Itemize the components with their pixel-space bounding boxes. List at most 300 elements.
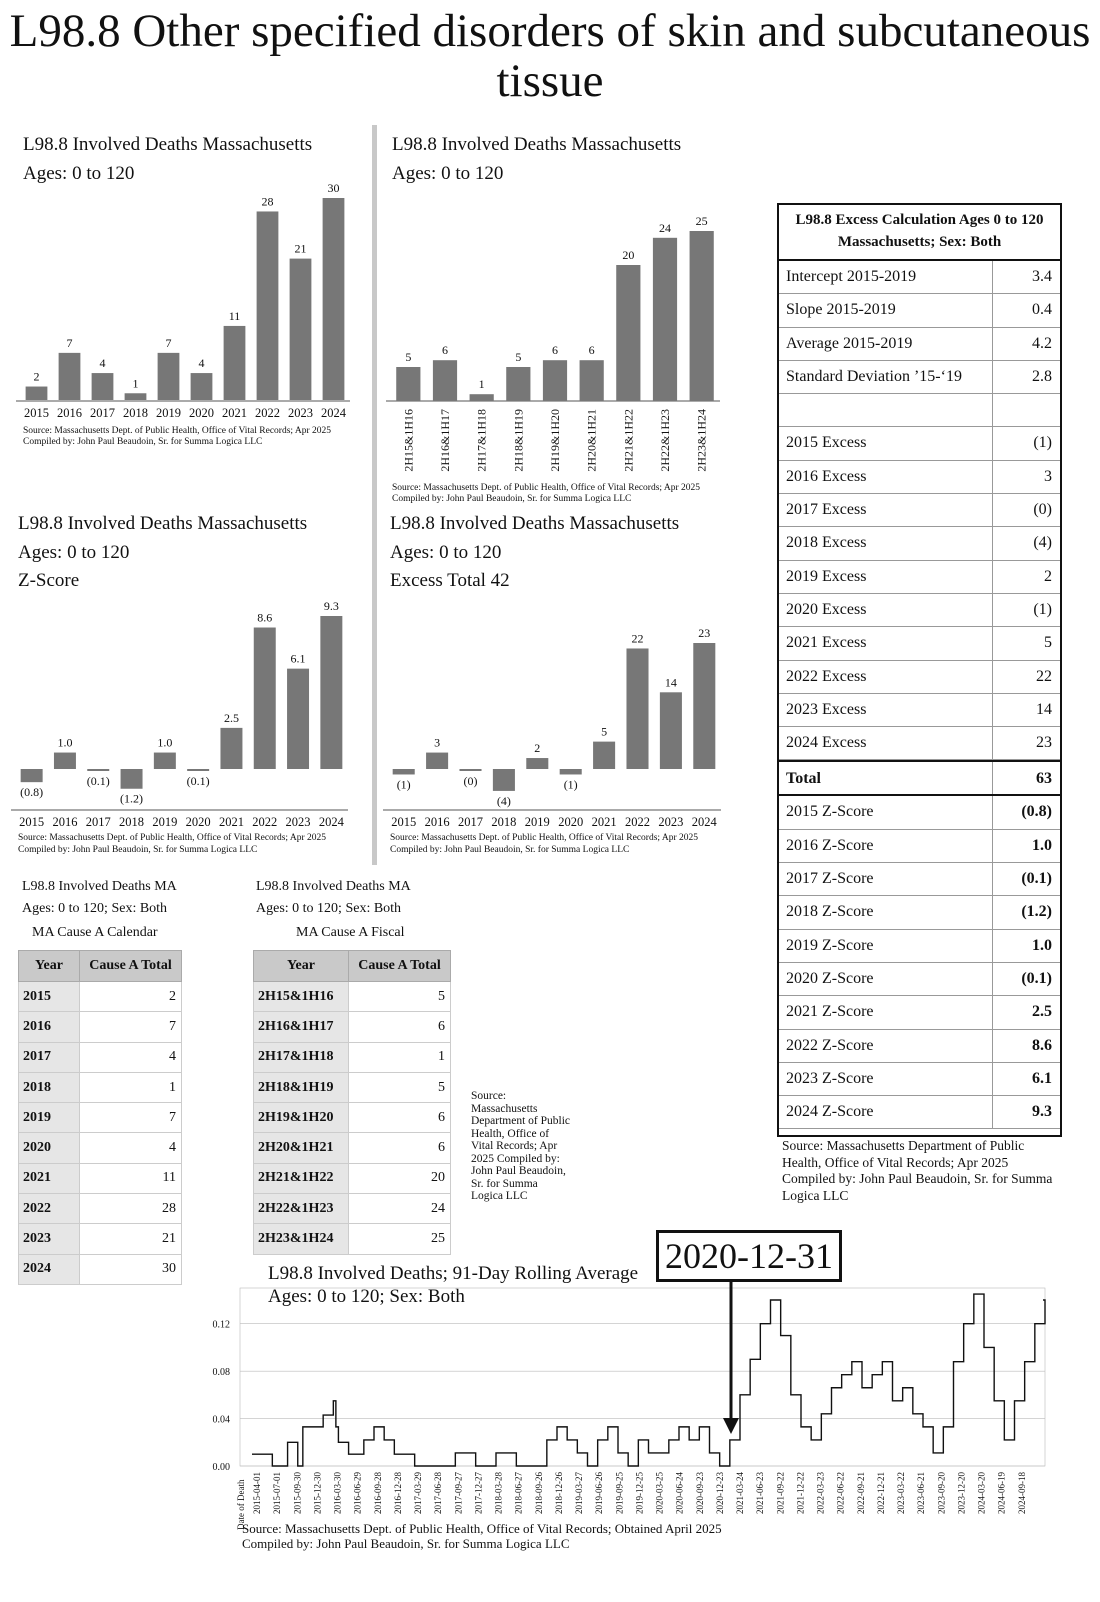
row-total: 4 (80, 1133, 182, 1163)
excess-source-text: Source: Massachusetts Department of Public Health, Office of Vital Records; Apr 2025 (782, 1138, 1025, 1170)
excess-value: 3.4 (1032, 268, 1052, 285)
chart1-bar (470, 394, 494, 401)
chart0-bar (125, 393, 147, 400)
excess-value: 0.4 (1032, 301, 1052, 319)
chart2-tick-label: 2019 (152, 815, 178, 829)
excess-row (779, 594, 1060, 627)
line-chart-xtick-label: 2020-03-25 (654, 1472, 665, 1514)
table-row (254, 1194, 451, 1224)
line-chart-xtick-label: 2020-06-24 (674, 1472, 685, 1514)
chart2-tick-label: 2024 (318, 815, 344, 829)
excess-row (779, 694, 1060, 727)
excess-value (993, 394, 1060, 426)
table-row (19, 1103, 182, 1133)
chart3-subtitle: Ages: 0 to 120 (18, 542, 130, 563)
chart2-bar (21, 769, 43, 782)
chart3-tick-label: 2023 (658, 815, 684, 829)
chart4-subtitle: Ages: 0 to 120 (390, 542, 502, 563)
excess-row (779, 527, 1060, 560)
line-chart-xtick-label: 2021-09-22 (775, 1472, 786, 1514)
chart1-data-label: 5 (405, 350, 412, 364)
chart3-bar (393, 769, 415, 774)
chart1-data-label: 6 (588, 343, 595, 358)
chart3-source: Source: Massachusetts Dept. of Public Health, Office of Vital Records; Apr 2025 (18, 833, 327, 843)
chart1-tick-label: 2H22&1H23 (658, 409, 672, 472)
excess-label: 2016 Excess (779, 461, 993, 493)
line-chart-xtick-label: 2019-06-26 (594, 1472, 605, 1514)
row-total: 25 (349, 1224, 451, 1254)
excess-value: (1) (1033, 600, 1052, 618)
table-row (19, 1254, 182, 1284)
zscore-label: 2019 Z-Score (779, 930, 993, 962)
excess-value: 3 (1044, 467, 1052, 485)
zscore-value: (1.2) (1021, 903, 1052, 921)
chart2-data-label: 1.0 (57, 735, 73, 750)
row-year: 2019 (19, 1103, 80, 1133)
zscore-row (779, 930, 1060, 963)
chart0-tick-label: 2022 (255, 406, 280, 420)
chart2-data-label: 8.6 (257, 610, 273, 625)
excess-label: Average 2015-2019 (779, 328, 993, 360)
excess-value: 4.2 (1032, 334, 1052, 352)
chart1-tick-label: 2H18&1H19 (511, 409, 526, 472)
fiscal-table (253, 950, 451, 1255)
excess-label: Intercept 2015-2019 (779, 261, 993, 293)
chart0-tick-label: 2020 (189, 406, 214, 420)
row-year: 2H16&1H17 (254, 1012, 349, 1042)
chart1-bar (653, 238, 677, 401)
row-year: 2H23&1H24 (254, 1224, 349, 1254)
chart0-data-label: 4 (99, 356, 106, 371)
chart0-bar (26, 387, 48, 400)
excess-calculation-table (777, 203, 1062, 1137)
row-total: 4 (80, 1042, 182, 1072)
chart3-data-label: 23 (698, 626, 711, 640)
zscore-value: 6.1 (1032, 1069, 1052, 1087)
excess-value: (4) (1033, 534, 1052, 552)
chart3-data-label: (4) (496, 793, 511, 808)
chart0-bar (257, 211, 279, 400)
fiscal-line2: Ages: 0 to 120; Sex: Both (256, 901, 402, 916)
row-year: 2H17&1H18 (254, 1042, 349, 1072)
zscore-row (779, 963, 1060, 996)
zscore-row (779, 796, 1060, 829)
line-chart-xtick-label: 2015-07-01 (272, 1472, 283, 1514)
zscore-row (779, 1030, 1060, 1063)
zscore-row (779, 996, 1060, 1029)
total-value: 63 (1036, 770, 1052, 788)
chart4-title: L98.8 Involved Deaths Massachusetts (390, 513, 680, 534)
excess-row (779, 394, 1060, 427)
line-chart-xtick-label: 2023-06-21 (916, 1472, 927, 1514)
row-total: 11 (80, 1163, 182, 1193)
chart2-data-label: (0.1) (86, 774, 110, 788)
line-chart-xtick-label: 2024-06-19 (996, 1472, 1007, 1514)
line-chart-xtick-label: 2017-12-27 (473, 1472, 484, 1514)
row-total: 1 (349, 1042, 451, 1072)
chart3-bar (426, 753, 448, 769)
chart0-bar (224, 326, 246, 400)
line-chart-xtick-label: 2019-03-27 (574, 1472, 585, 1514)
line-chart-ytick-label: 0.08 (212, 1367, 230, 1379)
line-chart-xtick-label: 2023-09-20 (936, 1472, 947, 1514)
chart1-data-label: 6 (442, 343, 448, 358)
zscore-value: 8.6 (1032, 1036, 1052, 1054)
excess-row (779, 361, 1060, 394)
row-total: 1 (80, 1072, 182, 1102)
line-chart-xtick-label: 2018-09-26 (533, 1472, 544, 1514)
line-chart-xtick-label: 2020-09-23 (694, 1472, 705, 1514)
row-total: 7 (80, 1103, 182, 1133)
chart2-subtitle: Ages: 0 to 120 (392, 163, 504, 184)
chart2-data-label: (1.2) (120, 791, 144, 806)
excess-title-line1: L98.8 Excess Calculation Ages 0 to 120 (795, 212, 1044, 228)
row-total: 24 (349, 1194, 451, 1224)
excess-value: (1) (1033, 434, 1052, 452)
table-row (19, 1072, 182, 1102)
row-year: 2H20&1H21 (254, 1133, 349, 1163)
chart2-data-label: 6.1 (290, 651, 306, 666)
line-chart-ytick-label: 0.12 (212, 1319, 230, 1331)
zscore-row (779, 896, 1060, 929)
chart1-bar (506, 367, 530, 401)
chart3-bar (593, 742, 615, 769)
row-total: 30 (80, 1254, 182, 1284)
zscore-value: 9.3 (1032, 1103, 1052, 1121)
line-chart-xtick-label: 2024-09-18 (1016, 1472, 1027, 1514)
line-chart-xtick-label: 2022-03-23 (815, 1472, 826, 1514)
chart3-data-label: (0) (463, 774, 478, 788)
zscore-value: (0.1) (1021, 969, 1052, 987)
row-year: 2H15&1H16 (254, 982, 349, 1012)
line-chart-xtick-label: 2015-12-30 (312, 1472, 323, 1514)
chart2-tick-label: 2015 (19, 815, 45, 829)
excess-label: 2018 Excess (779, 527, 993, 559)
excess-value: 22 (1036, 667, 1052, 685)
zscore-label: 2018 Z-Score (779, 896, 993, 928)
chart1-data-label: 25 (695, 214, 708, 228)
chart3-bar (459, 769, 481, 771)
table-row (19, 1224, 182, 1254)
page-title: L98.8 Other specified disorders of skin and subcutaneous tissue (9, 5, 1091, 107)
excess-label: 2015 Excess (779, 427, 993, 459)
chart3-data-label: 14 (664, 675, 677, 690)
chart1-compiled: Compiled by: John Paul Beaudoin, Sr. for Summa Logica LLC (23, 437, 263, 447)
row-total: 7 (80, 1012, 182, 1042)
fiscal-line1: L98.8 Involved Deaths MA (256, 879, 411, 894)
line-chart-source: Source: Massachusetts Dept. of Public Health, Office of Vital Records; Obtained April 2025 (242, 1521, 722, 1536)
zscore-label: 2020 Z-Score (779, 963, 993, 995)
excess-row (779, 494, 1060, 527)
row-year: 2020 (19, 1133, 80, 1163)
chart0-tick-label: 2023 (288, 406, 313, 420)
zscore-value: 2.5 (1032, 1003, 1052, 1021)
calendar-line2: Ages: 0 to 120; Sex: Both (22, 901, 168, 916)
chart0-tick-label: 2019 (156, 406, 181, 420)
chart3-tick-label: 2021 (591, 815, 617, 829)
excess-value: 2 (1044, 567, 1052, 585)
chart1-tick-label: 2H19&1H20 (548, 409, 562, 472)
chart1-data-label: 6 (552, 343, 558, 358)
chart1-tick-label: 2H15&1H16 (401, 409, 416, 472)
line-chart-xtick-label: 2018-03-28 (493, 1472, 504, 1514)
chart2-data-label: (0.1) (186, 774, 210, 788)
zscore-label: 2023 Z-Score (779, 1063, 993, 1095)
line-chart-ytick-label: 0.00 (212, 1462, 230, 1473)
chart3-tick-label: 2022 (625, 815, 650, 829)
row-year: 2024 (19, 1254, 80, 1284)
total-label: Total (779, 762, 993, 794)
row-total: 20 (349, 1163, 451, 1193)
line-chart-xtick-label: 2019-09-25 (614, 1472, 625, 1514)
chart3-data-label: 2 (534, 741, 541, 756)
chart0-data-label: 11 (228, 308, 241, 323)
zscore-value: (0.8) (1021, 803, 1052, 821)
chart0-bar (323, 198, 345, 400)
calendar-table (18, 950, 182, 1285)
table-row (254, 1133, 451, 1163)
excess-row (779, 727, 1060, 760)
zscore-row (779, 1063, 1060, 1096)
chart1-data-label: 20 (622, 248, 635, 262)
table-row (254, 1163, 451, 1193)
calendar-header-total: Cause A Total (80, 951, 182, 982)
chart2-tick-label: 2017 (85, 815, 111, 829)
chart0-tick-label: 2018 (123, 406, 148, 420)
chart2-data-label: 9.3 (323, 599, 339, 613)
excess-value: 23 (1036, 734, 1052, 752)
table-row (19, 1012, 182, 1042)
excess-row (779, 261, 1060, 294)
chart2-data-label: 2.5 (223, 710, 239, 725)
chart0-data-label: 30 (327, 181, 340, 195)
excess-total-row (779, 760, 1060, 796)
line-chart-xlabel: Date of Death (236, 1479, 246, 1530)
chart0-bar (191, 373, 213, 400)
chart1-tick-label: 2H23&1H24 (694, 409, 709, 472)
row-total: 2 (80, 982, 182, 1012)
calendar-caption: MA Cause A Calendar (32, 925, 158, 940)
chart1-tick-label: 2H16&1H17 (438, 409, 452, 472)
table-row (254, 1012, 451, 1042)
chart3-tick-label: 2015 (391, 815, 417, 829)
excess-label: Slope 2015-2019 (779, 294, 993, 326)
row-year: 2016 (19, 1012, 80, 1042)
excess-label: 2023 Excess (779, 694, 993, 726)
excess-label: 2024 Excess (779, 727, 993, 759)
table-row (254, 1224, 451, 1254)
chart3-tick-label: 2016 (424, 815, 450, 829)
chart1-tick-label: 2H21&1H22 (621, 409, 636, 472)
excess-row (779, 328, 1060, 361)
excess-label: Standard Deviation ’15-‘19 (779, 361, 993, 393)
calendar-line1: L98.8 Involved Deaths MA (22, 879, 177, 894)
table-row (19, 982, 182, 1012)
line-chart-xtick-label: 2022-06-22 (835, 1472, 846, 1514)
chart0-tick-label: 2021 (222, 406, 247, 420)
chart1-bar (433, 360, 457, 401)
row-year: 2H19&1H20 (254, 1103, 349, 1133)
chart4-compiled: Compiled by: John Paul Beaudoin, Sr. for Summa Logica LLC (390, 845, 630, 855)
chart1-subtitle: Ages: 0 to 120 (23, 163, 135, 184)
chart0-tick-label: 2016 (57, 406, 82, 420)
row-total: 6 (349, 1103, 451, 1133)
calendar-header-year: Year (19, 951, 80, 982)
excess-value: 2.8 (1032, 367, 1052, 385)
chart2-source: Source: Massachusetts Dept. of Public Health, Office of Vital Records; Apr 2025 (392, 483, 701, 493)
chart1-tick-label: 2H20&1H21 (584, 409, 599, 472)
row-year: 2017 (19, 1042, 80, 1072)
zscore-label: 2017 Z-Score (779, 863, 993, 895)
chart1-bar (580, 360, 604, 401)
line-chart-ytick-label: 0.04 (212, 1414, 230, 1426)
chart3-tick-label: 2018 (491, 815, 517, 829)
chart4-source: Source: Massachusetts Dept. of Public Health, Office of Vital Records; Apr 2025 (390, 833, 699, 843)
chart2-bar (287, 669, 309, 769)
line-chart-xtick-label: 2016-06-29 (352, 1472, 363, 1514)
row-total: 5 (349, 982, 451, 1012)
chart1-data-label: 1 (478, 377, 485, 392)
chart2-tick-label: 2023 (285, 815, 311, 829)
chart2-bar (54, 753, 76, 769)
chart2-data-label: (0.8) (20, 785, 44, 800)
chart1-title: L98.8 Involved Deaths Massachusetts (23, 134, 313, 155)
table-row (254, 1042, 451, 1072)
chart3-data-label: 5 (601, 724, 608, 739)
line-chart-series (252, 1294, 1045, 1466)
excess-row (779, 661, 1060, 694)
excess-table-header (779, 205, 1060, 261)
chart2-bar (87, 769, 109, 771)
chart3-bar (660, 692, 682, 769)
excess-row (779, 627, 1060, 660)
table-row (19, 1133, 182, 1163)
zscore-value: (0.1) (1021, 870, 1052, 888)
row-total: 5 (349, 1072, 451, 1102)
row-year: 2021 (19, 1163, 80, 1193)
chart1-bar (543, 360, 567, 401)
line-chart-xtick-label: 2016-03-30 (332, 1472, 343, 1514)
line-chart-xtick-label: 2023-03-22 (896, 1472, 907, 1514)
row-year: 2H22&1H23 (254, 1194, 349, 1224)
zscore-label: 2021 Z-Score (779, 996, 993, 1028)
line-chart-xtick-label: 2024-03-20 (976, 1472, 987, 1514)
chart4-subtitle2: Excess Total 42 (390, 570, 510, 591)
chart0-tick-label: 2024 (321, 406, 346, 420)
line-chart-xtick-label: 2017-09-27 (453, 1472, 464, 1514)
chart3-bar (693, 643, 715, 769)
excess-row (779, 427, 1060, 460)
zscore-row (779, 1096, 1060, 1129)
table-row (254, 982, 451, 1012)
chart0-data-label: 7 (66, 335, 73, 350)
chart0-bar (59, 353, 81, 400)
chart1-bar (690, 231, 714, 401)
chart2-bar (320, 616, 342, 769)
chart2-data-label: 1.0 (157, 735, 173, 750)
chart0-bar (92, 373, 114, 400)
chart3-bar (560, 769, 582, 774)
chart3-bar (526, 758, 548, 769)
zscore-value: 1.0 (1032, 936, 1052, 954)
line-chart-xtick-label: 2020-12-23 (714, 1472, 725, 1514)
chart2-tick-label: 2018 (119, 815, 145, 829)
row-year: 2018 (19, 1072, 80, 1102)
zscore-label: 2016 Z-Score (779, 830, 993, 862)
excess-value: 5 (1044, 634, 1052, 652)
chart0-data-label: 7 (165, 335, 172, 350)
chart0-bar (158, 353, 180, 400)
chart0-data-label: 4 (198, 356, 205, 371)
zscore-label: 2022 Z-Score (779, 1030, 993, 1062)
chart2-tick-label: 2022 (252, 815, 278, 829)
chart3-title: L98.8 Involved Deaths Massachusetts (18, 513, 308, 534)
chart0-data-label: 21 (294, 241, 307, 256)
line-chart-xtick-label: 2015-04-01 (252, 1472, 262, 1514)
line-chart-xtick-label: 2017-03-29 (413, 1472, 424, 1514)
chart3-data-label: (1) (396, 777, 411, 792)
line-chart-xtick-label: 2018-06-27 (513, 1472, 524, 1514)
zscore-value: 1.0 (1032, 836, 1052, 854)
chart0-tick-label: 2017 (90, 406, 115, 420)
row-total: 6 (349, 1133, 451, 1163)
chart2-tick-label: 2016 (52, 815, 78, 829)
chart3-data-label: 22 (631, 631, 644, 646)
chart2-bar (220, 728, 242, 769)
chart3-compiled: Compiled by: John Paul Beaudoin, Sr. for Summa Logica LLC (18, 845, 258, 855)
line-chart-xtick-label: 2021-03-24 (735, 1472, 746, 1514)
chart2-bar (154, 753, 176, 769)
chart2-tick-label: 2021 (218, 815, 244, 829)
excess-label (779, 394, 993, 426)
excess-title-line2: Massachusetts; Sex: Both (837, 234, 1002, 250)
chart1-data-label: 24 (659, 220, 671, 235)
fiscal-header-year: Year (254, 951, 349, 982)
line-chart-xtick-label: 2016-12-28 (392, 1472, 403, 1514)
chart3-tick-label: 2019 (524, 815, 550, 829)
line-chart-xtick-label: 2023-12-20 (956, 1472, 967, 1514)
chart2-bar (254, 628, 276, 769)
excess-label: 2020 Excess (779, 594, 993, 626)
chart3-subtitle2: Z-Score (18, 570, 80, 591)
zscore-row (779, 863, 1060, 896)
line-chart-xtick-label: 2018-12-26 (553, 1472, 564, 1514)
chart2-bar (187, 769, 209, 771)
row-total: 6 (349, 1012, 451, 1042)
table-row (19, 1042, 182, 1072)
row-year: 2015 (19, 982, 80, 1012)
zscore-label: 2024 Z-Score (779, 1096, 993, 1128)
zscore-label: 2015 Z-Score (779, 796, 993, 828)
table-row (254, 1103, 451, 1133)
line-chart-compiled: Compiled by: John Paul Beaudoin, Sr. for Summa Logica LLC (242, 1536, 570, 1551)
line-chart-xtick-label: 2021-06-23 (755, 1472, 766, 1514)
chart1-source: Source: Massachusetts Dept. of Public Health, Office of Vital Records; Apr 2025 (23, 426, 332, 436)
table-row (254, 1072, 451, 1102)
chart2-title: L98.8 Involved Deaths Massachusetts (392, 134, 682, 155)
row-total: 28 (80, 1194, 182, 1224)
chart2-tick-label: 2020 (185, 815, 211, 829)
date-callout: 2020-12-31 (656, 1230, 842, 1282)
row-year: 2022 (19, 1194, 80, 1224)
excess-label: 2022 Excess (779, 661, 993, 693)
chart2-bar (121, 769, 143, 789)
chart3-tick-label: 2017 (458, 815, 483, 829)
excess-row (779, 561, 1060, 594)
chart0-bar (290, 259, 312, 400)
excess-row (779, 461, 1060, 494)
zscore-row (779, 830, 1060, 863)
